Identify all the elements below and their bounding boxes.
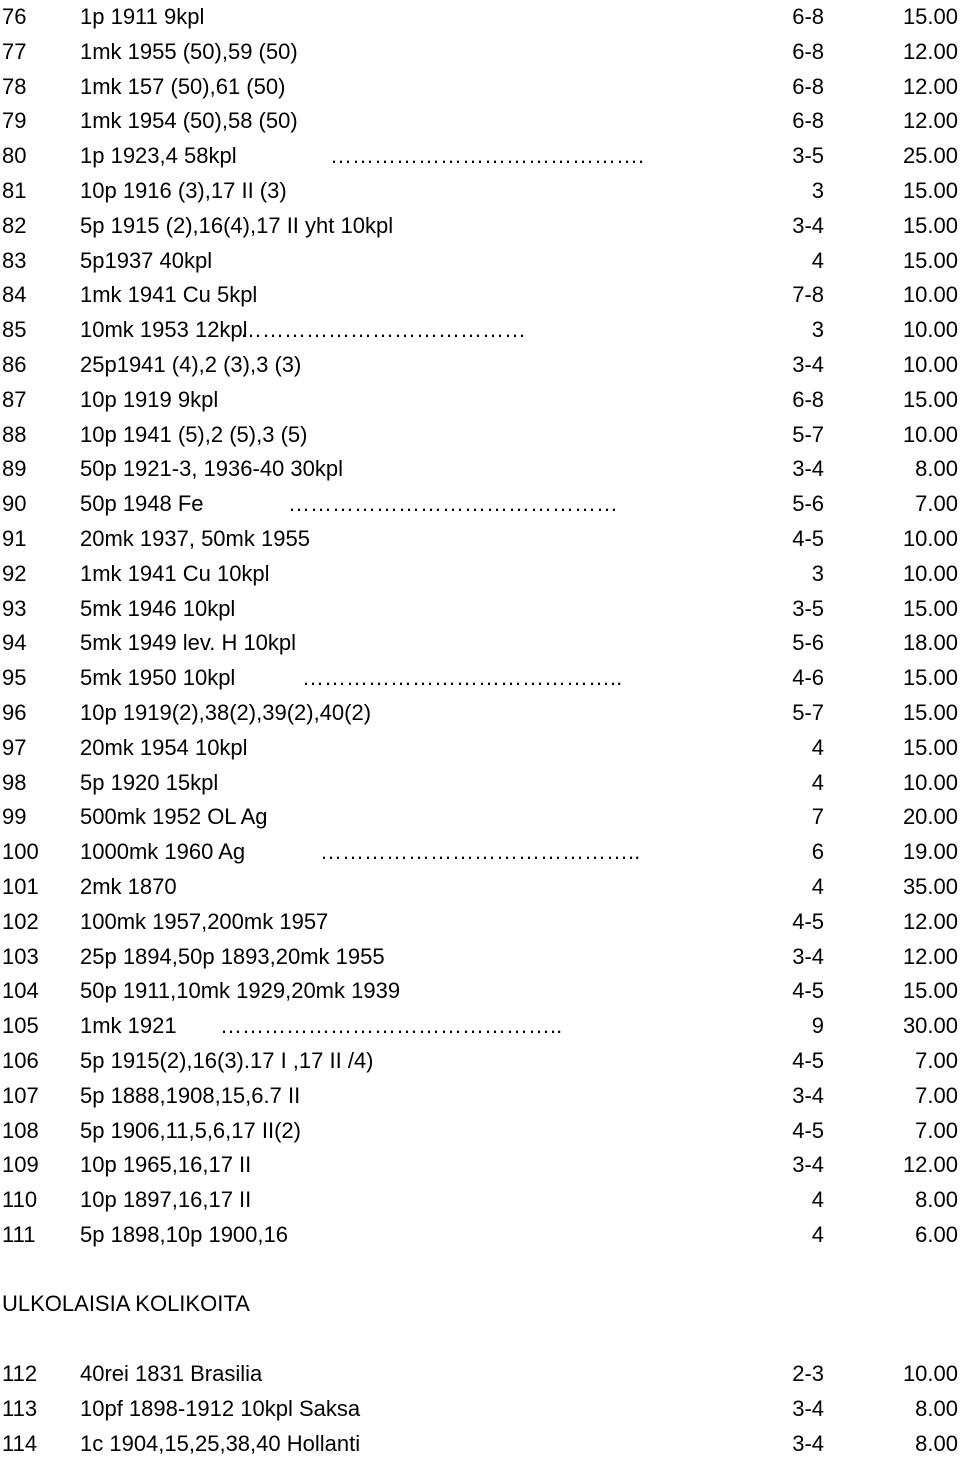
lot-price: 15.00 — [902, 247, 958, 273]
lot-description — [80, 0, 204, 35]
lot-grade: 6-8 — [792, 73, 824, 99]
lot-row — [0, 1392, 960, 1427]
lot-row — [0, 313, 960, 348]
lot-grade: 5-6 — [792, 630, 824, 656]
lot-row — [0, 0, 960, 35]
lot-price: 12.00 — [902, 1152, 958, 1178]
lot-number: 78 — [2, 73, 27, 99]
lot-row — [0, 800, 960, 835]
lot-price: 20.00 — [902, 804, 958, 830]
lot-price: 7.00 — [915, 1082, 958, 1108]
lot-description — [80, 592, 235, 627]
lot-description — [80, 1427, 360, 1461]
lot-description — [80, 70, 285, 105]
dotted-leader: ……………………………………….. — [220, 1013, 563, 1039]
lot-row — [0, 418, 960, 453]
lot-row — [0, 974, 960, 1009]
lot-number: 77 — [2, 38, 27, 64]
lot-row — [0, 174, 960, 209]
lot-number: 97 — [2, 734, 27, 760]
dotted-leader: …………………………………….. — [320, 839, 641, 865]
lot-description-text: 40rei 1831 Brasilia — [80, 1361, 263, 1387]
lot-description-text: 5p 1888,1908,15,6.7 II — [80, 1082, 301, 1108]
lot-price: 19.00 — [902, 839, 958, 865]
lot-grade: 7 — [811, 804, 824, 830]
lot-number: 89 — [2, 456, 27, 482]
lot-description-text: 1mk 1941 Cu 5kpl — [80, 282, 258, 308]
lot-price: 10.00 — [902, 351, 958, 377]
lot-description — [80, 870, 177, 905]
lot-grade: 4-5 — [792, 1047, 824, 1073]
lot-row — [0, 522, 960, 557]
lot-description-text: 5p 1906,11,5,6,17 II(2) — [80, 1117, 301, 1143]
lot-description-text: 1mk 1941 Cu 10kpl — [80, 560, 270, 586]
dotted-leader: ………………………………… — [240, 317, 526, 343]
lot-row — [0, 1148, 960, 1183]
lot-grade: 4 — [811, 1187, 824, 1213]
lot-price: 10.00 — [902, 421, 958, 447]
lot-grade: 6-8 — [792, 108, 824, 134]
lot-price: 10.00 — [902, 525, 958, 551]
lot-number: 96 — [2, 699, 27, 725]
lot-row — [0, 1079, 960, 1114]
lot-grade: 9 — [811, 1013, 824, 1039]
lot-description-text: 10p 1941 (5),2 (5),3 (5) — [80, 421, 308, 447]
lot-description-text: 1p 1911 9kpl — [80, 4, 205, 29]
lot-description-text: 1mk 1921 — [80, 1013, 177, 1039]
lot-number: 99 — [2, 804, 27, 830]
lot-description — [80, 731, 248, 766]
lot-description — [80, 1392, 360, 1427]
section-heading: ULKOLAISIA KOLIKOITA — [2, 1291, 250, 1317]
lot-number: 102 — [2, 908, 39, 934]
lot-grade: 3-4 — [792, 456, 824, 482]
lot-description-text: 5mk 1950 10kpl — [80, 665, 236, 691]
lot-description-text: 1mk 1954 (50),58 (50) — [80, 108, 298, 134]
lot-description-text: 1c 1904,15,25,38,40 Hollanti — [80, 1430, 361, 1456]
lot-row — [0, 1044, 960, 1079]
lot-description — [80, 626, 296, 661]
lot-description — [80, 139, 237, 174]
lot-number: 86 — [2, 351, 27, 377]
lot-row — [0, 940, 960, 975]
spacer — [0, 1322, 960, 1357]
lot-description-text: 1p 1923,4 58kpl — [80, 143, 237, 169]
lot-description — [80, 35, 298, 70]
lot-description — [80, 348, 301, 383]
lot-grade: 5-6 — [792, 491, 824, 517]
lot-price: 15.00 — [902, 978, 958, 1004]
lot-row — [0, 452, 960, 487]
lot-description — [80, 1218, 288, 1253]
lot-grade: 7-8 — [792, 282, 824, 308]
lot-description — [80, 940, 385, 975]
lot-number: 95 — [2, 665, 27, 691]
lot-grade: 4 — [811, 873, 824, 899]
lot-grade: 3-5 — [792, 595, 824, 621]
lot-description — [80, 104, 298, 139]
lot-grade: 6-8 — [792, 4, 824, 29]
lot-row — [0, 1183, 960, 1218]
lot-number: 94 — [2, 630, 27, 656]
lot-number: 85 — [2, 317, 27, 343]
lot-grade: 3-4 — [792, 1082, 824, 1108]
lot-price: 7.00 — [915, 491, 958, 517]
lot-price: 10.00 — [902, 1361, 958, 1387]
lot-description-text: 50p 1911,10mk 1929,20mk 1939 — [80, 978, 401, 1004]
lot-description-text: 5mk 1949 lev. H 10kpl — [80, 630, 297, 656]
lot-description — [80, 1357, 262, 1392]
lot-grade: 3 — [811, 560, 824, 586]
lot-row — [0, 139, 960, 174]
lot-description-text: 10p 1916 (3),17 II (3) — [80, 177, 287, 203]
lot-description — [80, 1148, 251, 1183]
lot-description — [80, 800, 268, 835]
lot-price: 10.00 — [902, 769, 958, 795]
lot-row — [0, 731, 960, 766]
lot-description-text: 20mk 1937, 50mk 1955 — [80, 525, 310, 551]
lot-grade: 3 — [811, 177, 824, 203]
lot-row — [0, 1357, 960, 1392]
lot-grade: 4-5 — [792, 978, 824, 1004]
lot-description — [80, 313, 248, 348]
lot-description — [80, 244, 212, 279]
lot-price: 15.00 — [902, 699, 958, 725]
lot-price: 12.00 — [902, 908, 958, 934]
lot-number: 114 — [2, 1430, 38, 1456]
lot-price: 15.00 — [902, 665, 958, 691]
lot-description-text: 20mk 1954 10kpl — [80, 734, 248, 760]
lot-price: 15.00 — [902, 386, 958, 412]
lot-row — [0, 1427, 960, 1461]
lot-row — [0, 348, 960, 383]
lot-description-text: 100mk 1957,200mk 1957 — [80, 908, 329, 934]
lot-price: 8.00 — [915, 1395, 958, 1421]
lot-price: 6.00 — [915, 1221, 958, 1247]
lot-price: 18.00 — [902, 630, 958, 656]
lot-row — [0, 905, 960, 940]
lot-price: 15.00 — [902, 595, 958, 621]
lot-row — [0, 209, 960, 244]
lot-price: 15.00 — [902, 177, 958, 203]
lot-price: 25.00 — [902, 143, 958, 169]
lot-price: 8.00 — [915, 456, 958, 482]
lot-description — [80, 418, 307, 453]
lot-number: 112 — [2, 1361, 38, 1387]
lot-number: 107 — [2, 1082, 39, 1108]
lot-row — [0, 696, 960, 731]
lot-number: 91 — [2, 525, 27, 551]
lot-price: 7.00 — [915, 1047, 958, 1073]
lot-price: 10.00 — [902, 282, 958, 308]
lot-price: 12.00 — [902, 73, 958, 99]
lot-number: 100 — [2, 839, 39, 865]
lot-row — [0, 70, 960, 105]
lot-description — [80, 696, 371, 731]
lot-grade: 4-5 — [792, 1117, 824, 1143]
lot-description — [80, 766, 218, 801]
lot-description-text: 50p 1921-3, 1936-40 30kpl — [80, 456, 343, 482]
lot-description — [80, 1009, 177, 1044]
lot-description — [80, 835, 245, 870]
lot-description — [80, 557, 270, 592]
lot-number: 79 — [2, 108, 27, 134]
lot-number: 80 — [2, 143, 27, 169]
lot-description-text: 5p 1920 15kpl — [80, 769, 219, 795]
lot-grade: 5-7 — [792, 699, 824, 725]
lot-price: 30.00 — [902, 1013, 958, 1039]
lot-number: 84 — [2, 282, 27, 308]
lot-price: 35.00 — [902, 873, 958, 899]
lot-number: 83 — [2, 247, 27, 273]
lot-description-text: 10p 1919(2),38(2),39(2),40(2) — [80, 699, 372, 725]
lot-grade: 3-4 — [792, 943, 824, 969]
lot-description — [80, 522, 310, 557]
lot-description-text: 5p 1915 (2),16(4),17 II yht 10kpl — [80, 212, 394, 238]
lot-grade: 3-4 — [792, 1152, 824, 1178]
lot-price: 15.00 — [902, 212, 958, 238]
lot-description-text: 10pf 1898-1912 10kpl Saksa — [80, 1395, 361, 1421]
dotted-leader: ……………………………………… — [288, 491, 618, 517]
lot-price: 10.00 — [902, 317, 958, 343]
lot-description — [80, 1079, 300, 1114]
lot-grade: 3-4 — [792, 212, 824, 238]
lot-description-text: 5p 1898,10p 1900,16 — [80, 1221, 288, 1247]
lot-description — [80, 974, 400, 1009]
lot-grade: 5-7 — [792, 421, 824, 447]
lot-description — [80, 1044, 374, 1079]
lot-number: 111 — [2, 1221, 36, 1247]
lot-row — [0, 766, 960, 801]
lot-row — [0, 35, 960, 70]
lot-number: 92 — [2, 560, 27, 586]
lot-row — [0, 104, 960, 139]
lot-description — [80, 905, 328, 940]
lot-description-text: 1000mk 1960 Ag — [80, 839, 246, 865]
lot-grade: 3-4 — [792, 351, 824, 377]
lot-number: 105 — [2, 1013, 39, 1039]
lot-list-foreign — [0, 1357, 960, 1461]
lot-grade: 4 — [811, 247, 824, 273]
lot-row — [0, 383, 960, 418]
lot-number: 93 — [2, 595, 27, 621]
lot-description — [80, 383, 218, 418]
lot-grade: 6 — [811, 839, 824, 865]
lot-description-text: 10p 1919 9kpl — [80, 386, 219, 412]
lot-description-text: 25p1941 (4),2 (3),3 (3) — [80, 351, 302, 377]
lot-description-text: 1mk 157 (50),61 (50) — [80, 73, 286, 99]
lot-grade: 3 — [811, 317, 824, 343]
dotted-leader: ……………………………………. — [330, 143, 645, 169]
lot-description-text: 5mk 1946 10kpl — [80, 595, 236, 621]
lot-number: 106 — [2, 1047, 39, 1073]
lot-grade: 4-5 — [792, 525, 824, 551]
lot-number: 98 — [2, 769, 27, 795]
lot-grade: 4 — [811, 1221, 824, 1247]
lot-row — [0, 1009, 960, 1044]
lot-description — [80, 487, 204, 522]
lot-description — [80, 1183, 251, 1218]
lot-number: 81 — [2, 177, 27, 203]
lot-description — [80, 661, 235, 696]
lot-number: 76 — [2, 4, 27, 29]
lot-number: 109 — [2, 1152, 39, 1178]
lot-price: 15.00 — [902, 734, 958, 760]
lot-row — [0, 244, 960, 279]
lot-number: 87 — [2, 386, 27, 412]
lot-grade: 4-6 — [792, 665, 824, 691]
lot-price: 15.00 — [902, 4, 958, 29]
lot-description-text: 1mk 1955 (50),59 (50) — [80, 38, 298, 64]
lot-description-text: 10mk 1953 12kpl — [80, 317, 248, 343]
lot-number: 90 — [2, 491, 27, 517]
lot-description-text: 10p 1965,16,17 II — [80, 1152, 252, 1178]
lot-grade: 4 — [811, 769, 824, 795]
lot-description — [80, 1114, 301, 1149]
lot-number: 110 — [2, 1187, 38, 1213]
lot-row — [0, 592, 960, 627]
lot-grade: 4 — [811, 734, 824, 760]
lot-number: 103 — [2, 943, 39, 969]
lot-grade: 3-4 — [792, 1430, 824, 1456]
lot-price: 12.00 — [902, 108, 958, 134]
lot-price: 8.00 — [915, 1430, 958, 1456]
lot-description — [80, 209, 393, 244]
lot-grade: 6-8 — [792, 386, 824, 412]
lot-grade: 3-4 — [792, 1395, 824, 1421]
lot-price: 12.00 — [902, 943, 958, 969]
lot-number: 101 — [2, 873, 39, 899]
lot-price: 10.00 — [902, 560, 958, 586]
lot-row — [0, 278, 960, 313]
lot-description — [80, 452, 343, 487]
lot-grade: 3-5 — [792, 143, 824, 169]
lot-grade: 4-5 — [792, 908, 824, 934]
lot-description-text: 2mk 1870 — [80, 873, 177, 899]
lot-description-text: 500mk 1952 OL Ag — [80, 804, 268, 830]
lot-row — [0, 487, 960, 522]
lot-number: 108 — [2, 1117, 39, 1143]
lot-grade: 2-3 — [792, 1361, 824, 1387]
lot-price: 12.00 — [902, 38, 958, 64]
dotted-leader: …………………………………….. — [302, 665, 623, 691]
lot-price: 8.00 — [915, 1187, 958, 1213]
lot-number: 88 — [2, 421, 27, 447]
lot-description-text: 5p 1915(2),16(3).17 I ,17 II /4) — [80, 1047, 374, 1073]
lot-row — [0, 1114, 960, 1149]
lot-number: 113 — [2, 1395, 38, 1421]
lot-row — [0, 1218, 960, 1253]
lot-description — [80, 174, 287, 209]
lot-number: 104 — [2, 978, 39, 1004]
lot-price: 7.00 — [915, 1117, 958, 1143]
lot-description-text: 5p1937 40kpl — [80, 247, 213, 273]
lot-row — [0, 661, 960, 696]
lot-description-text: 50p 1948 Fe — [80, 491, 204, 517]
spacer — [0, 1253, 960, 1288]
lot-description-text: 10p 1897,16,17 II — [80, 1187, 252, 1213]
lot-row — [0, 626, 960, 661]
lot-description — [80, 278, 257, 313]
lot-row — [0, 835, 960, 870]
lot-row — [0, 870, 960, 905]
lot-row — [0, 557, 960, 592]
lot-description-text: 25p 1894,50p 1893,20mk 1955 — [80, 943, 385, 969]
lot-number: 82 — [2, 212, 27, 238]
lot-grade: 6-8 — [792, 38, 824, 64]
